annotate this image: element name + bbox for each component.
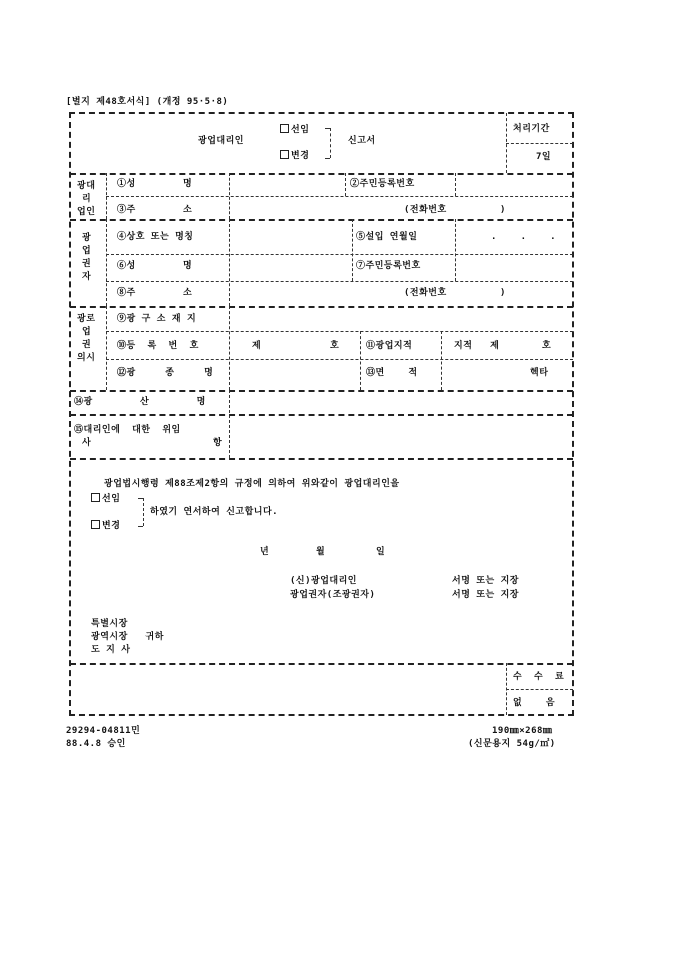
mining-group-label-4: 의시 [77, 353, 96, 363]
fee-value: 없 음 [513, 698, 556, 708]
mining-group-label-3: 권 [82, 340, 92, 350]
statement-line2: 하였기 연서하여 신고합니다. [150, 507, 279, 517]
row-line-1 [70, 173, 573, 175]
mining-location-label: ⑨광 구 소 재 지 [117, 314, 197, 324]
signer-agent-role: (신)광업대리인 [290, 576, 358, 586]
recipient-line1: 특별시장 [91, 619, 128, 629]
statement-option-change: 변경 [91, 520, 120, 532]
signer-agent-sign: 서명 또는 지장 [452, 576, 520, 586]
agent-mid-line [106, 196, 573, 197]
agent-id-label: ②주민등록번호 [350, 179, 415, 189]
footer-code: 29294-04811민 [66, 726, 141, 736]
agent-id-divider-a [345, 173, 346, 196]
agent-group-label-3: 업인 [77, 207, 96, 217]
row-line-3 [70, 306, 573, 308]
change-checkbox[interactable] [280, 150, 289, 159]
title-bracket-bottom [325, 158, 330, 159]
holder-group-label-3: 권 [82, 259, 92, 269]
label-col-line-b [229, 219, 230, 306]
holder-line-2 [106, 281, 573, 282]
processing-value: 7일 [536, 152, 552, 162]
holder-addr-label: ⑧주 소 [117, 288, 193, 298]
row-line-5 [70, 414, 573, 416]
mining-mineral-label: ⑫광 종 명 [117, 368, 214, 378]
holder-biz-label: ④상호 또는 명칭 [117, 232, 194, 242]
processing-label: 처리기간 [513, 124, 550, 134]
holder-group-label-4: 자 [82, 272, 92, 282]
mining-reg-value-a: 제 [252, 341, 262, 351]
statement-option-select: 선임 [91, 493, 120, 505]
group-col-line-b [106, 219, 107, 306]
mining-reg-value-b: 호 [330, 341, 340, 351]
holder-phone-label: (전화번호 ) [404, 288, 506, 298]
label-col-line-d [229, 390, 230, 458]
signer-holder-sign: 서명 또는 지장 [452, 590, 520, 600]
mining-map-label: ⑪광업지적 [366, 341, 413, 351]
holder-id-label: ⑦주민등록번호 [356, 261, 421, 271]
title-suffix: 신고서 [348, 136, 376, 146]
row-line-6 [70, 458, 573, 460]
row-line-4 [70, 390, 573, 392]
agent-name-label: ①성 명 [117, 179, 193, 189]
title-option-select: 선임 [280, 124, 309, 136]
statement-line1: 광업법시행령 제88조제2항의 규정에 의하여 위와같이 광업대리인을 [104, 479, 400, 489]
agent-id-divider-b [455, 173, 456, 196]
recipient-line3: 도 지 사 [91, 645, 131, 655]
agent-group-label-2: 리 [82, 194, 92, 204]
date-day: 일 [376, 547, 386, 557]
footer-approval: 88.4.8 승인 [66, 739, 126, 749]
statement-bracket-top [138, 498, 143, 499]
mining-group-label-2: 업 [82, 327, 92, 337]
delegation-label-line2a: 사 [82, 438, 92, 448]
statement-bracket [143, 498, 144, 526]
title-bracket [330, 128, 331, 158]
holder-group-label-2: 업 [82, 246, 92, 256]
fee-mid-line [506, 689, 573, 690]
recipient-line2: 광역시장 귀하 [91, 632, 164, 642]
processing-mid-line [506, 143, 573, 144]
title-bracket-top [325, 128, 330, 129]
row-line-2 [70, 219, 573, 221]
fee-label: 수 수 료 [513, 672, 565, 682]
holder-est-value: . . . [491, 232, 557, 242]
holder-group-label-1: 광 [82, 233, 92, 243]
mining-area-label: ⑬면 적 [366, 368, 418, 378]
mining-divider-b [441, 331, 442, 390]
date-year: 년 [260, 547, 270, 557]
agent-addr-label: ③주 소 [117, 205, 193, 215]
statement-bracket-bottom [138, 526, 143, 527]
delegation-label-line2b: 항 [213, 438, 223, 448]
date-month: 월 [316, 547, 326, 557]
agent-group-label-1: 광대 [77, 181, 96, 191]
holder-est-divider-a [352, 219, 353, 281]
statement-change-checkbox[interactable] [91, 520, 100, 529]
footer-paper: (신문용지 54g/㎡) [468, 739, 556, 749]
mining-reg-label: ⑩등 록 번 호 [117, 341, 199, 351]
row-line-7 [70, 663, 573, 665]
holder-line-1 [106, 254, 573, 255]
holder-est-divider-b [455, 219, 456, 281]
mining-map-value-b: 호 [542, 341, 552, 351]
delegation-label-line1: ⑮대리인에 대한 위임 [74, 425, 181, 435]
mining-area-unit: 헥타 [530, 368, 549, 378]
signer-holder-role: 광업권자(조광권자) [290, 590, 376, 600]
agent-phone-label: (전화번호 ) [404, 205, 506, 215]
title-prefix: 광업대리인 [198, 136, 244, 146]
mining-line-1 [106, 331, 573, 332]
mining-group-label-1: 광로 [77, 314, 96, 324]
group-col-line-c [106, 306, 107, 390]
title-option-change: 변경 [280, 150, 309, 162]
mine-name-label: ⑭광 산 명 [74, 397, 206, 407]
footer-size: 190㎜×268㎜ [492, 726, 553, 736]
mining-divider-a [360, 331, 361, 390]
holder-est-label: ⑤설입 연월일 [356, 232, 418, 242]
label-col-line-c [229, 306, 230, 390]
holder-name-label: ⑥성 명 [117, 261, 193, 271]
form-reference: [별지 제48호서식] (개정 95·5·8) [66, 97, 229, 107]
mining-line-2 [106, 359, 573, 360]
select-checkbox[interactable] [280, 124, 289, 133]
mining-map-value-a: 지적 제 [454, 341, 500, 351]
statement-select-checkbox[interactable] [91, 493, 100, 502]
